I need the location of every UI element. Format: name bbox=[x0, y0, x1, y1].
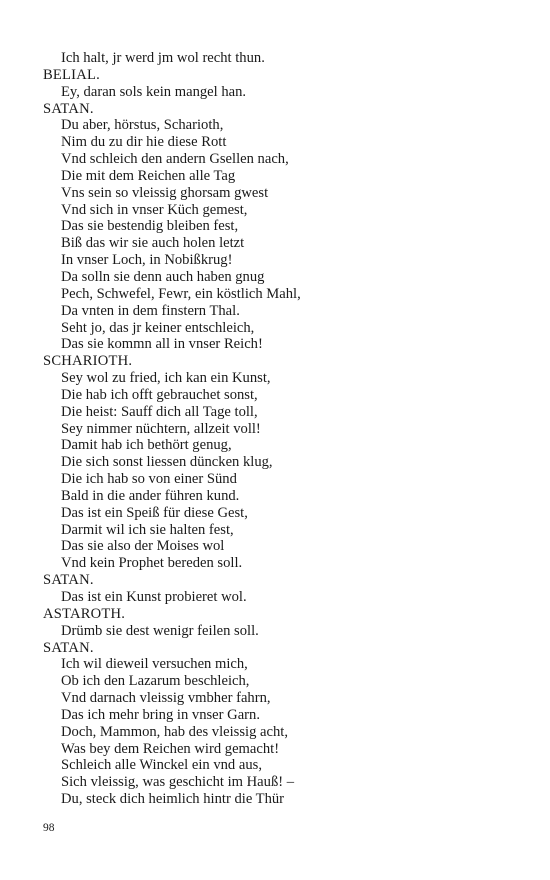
speaker-name: SCHARIOTH. bbox=[43, 353, 133, 370]
verse-line: Bald in die ander führen kund. bbox=[61, 487, 240, 504]
verse-line: Das ist ein Speiß für diese Gest, bbox=[61, 504, 248, 521]
verse-line: Seht jo, das jr keiner entschleich, bbox=[61, 319, 255, 336]
verse-line: Das ist ein Kunst probieret wol. bbox=[61, 589, 247, 605]
verse-line: Vnd kein Prophet bereden soll. bbox=[61, 555, 243, 572]
verse-line: Die heist: Sauff dich all Tage toll, bbox=[61, 403, 258, 420]
verse-line: Sich vleissig, was geschicht im Hauß! – bbox=[61, 774, 295, 791]
verse-line: Schleich alle Winckel ein vnd aus, bbox=[61, 757, 262, 774]
verse-line: Da vnten in dem finstern Thal. bbox=[61, 302, 240, 319]
speaker-name: SATAN. bbox=[43, 572, 94, 589]
verse-line: Das sie kommn all in vnser Reich! bbox=[61, 336, 263, 353]
verse-line: Die ich hab so von einer Sünd bbox=[61, 471, 237, 488]
verse-line: Die sich sonst liessen düncken klug, bbox=[61, 454, 273, 471]
verse-line: Die hab ich offt gebrauchet sonst, bbox=[61, 386, 258, 403]
text-block bbox=[43, 50, 513, 808]
speaker-name: ASTAROTH. bbox=[43, 605, 126, 622]
verse-line: Ich halt, jr werd jm wol recht thun. bbox=[61, 50, 265, 66]
verse-line: Sey wol zu fried, ich kan ein Kunst, bbox=[61, 370, 271, 387]
verse-line: Darmit wil ich sie halten fest, bbox=[61, 521, 234, 538]
speaker-name: SATAN. bbox=[43, 639, 94, 656]
verse-line: Das sie bestendig bleiben fest, bbox=[61, 218, 239, 235]
verse-line: Sey nimmer nüchtern, allzeit voll! bbox=[61, 420, 261, 437]
verse-line: Die mit dem Reichen alle Tag bbox=[61, 167, 236, 184]
verse-line: Das ich mehr bring in vnser Garn. bbox=[61, 706, 260, 723]
page-number: 98 bbox=[43, 822, 55, 834]
verse-line: Ey, daran sols kein mangel han. bbox=[61, 83, 247, 100]
verse-line: Vnd sich in vnser Küch gemest, bbox=[61, 201, 248, 218]
verse-line: Biß das wir sie auch holen letzt bbox=[61, 235, 245, 252]
verse-line: Du, steck dich heimlich hintr die Thür bbox=[61, 791, 285, 808]
verse-line: Ich wil dieweil versuchen mich, bbox=[61, 656, 248, 673]
verse-line: Da solln sie denn auch haben gnug bbox=[61, 268, 265, 285]
verse-line: Vns sein so vleissig ghorsam gwest bbox=[61, 184, 269, 201]
verse-line: Drümb sie dest wenigr feilen soll. bbox=[61, 622, 259, 639]
verse-line: Vnd darnach vleissig vmbher fahrn, bbox=[61, 690, 271, 707]
verse-line: Das sie also der Moises wol bbox=[61, 538, 225, 555]
verse-line: Damit hab ich bethört genug, bbox=[61, 437, 232, 454]
verse-line: Pech, Schwefel, Fewr, ein köstlich Mahl, bbox=[61, 285, 301, 302]
speaker-name: BELIAL. bbox=[43, 66, 100, 83]
verse-line: Doch, Mammon, hab des vleissig acht, bbox=[61, 723, 288, 740]
verse-line: Ob ich den Lazarum beschleich, bbox=[61, 673, 250, 690]
verse-line: Was bey dem Reichen wird gemacht! bbox=[61, 740, 280, 757]
verse-line: Vnd schleich den andern Gsellen nach, bbox=[61, 151, 289, 168]
verse-line: Du aber, hörstus, Scharioth, bbox=[61, 117, 224, 134]
verse-line: Nim du zu dir hie diese Rott bbox=[61, 134, 227, 151]
verse-line: In vnser Loch, in Nobißkrug! bbox=[61, 252, 233, 269]
speaker-name: SATAN. bbox=[43, 100, 94, 117]
